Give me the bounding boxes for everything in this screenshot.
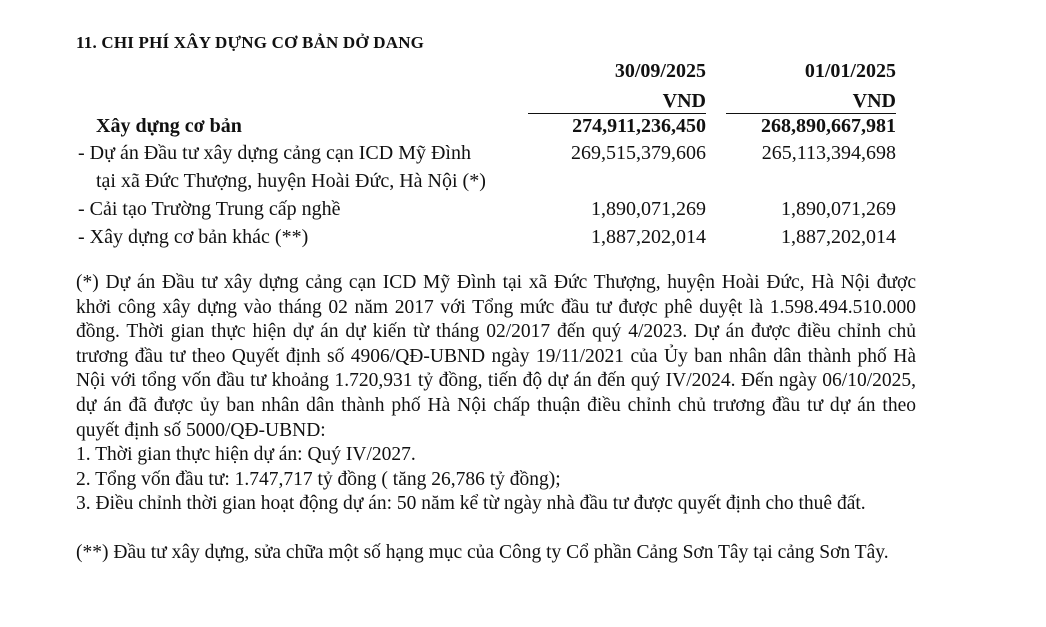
row-label: Xây dựng cơ bản bbox=[96, 115, 242, 137]
table-row-continuation bbox=[0, 170, 1046, 196]
row-label: - Cải tạo Trường Trung cấp nghề bbox=[78, 198, 341, 220]
spacer bbox=[76, 517, 916, 541]
row-value-current: 1,890,071,269 bbox=[591, 198, 706, 220]
footnote-1: (*) Dự án Đầu tư xây dựng cảng cạn ICD Mỹ Đình tại xã Đức Thượng, huyện Hoài Đức, Hà Nội được khởi công xây dựng vào tháng 02 năm 2017 với Tổng mức đầu tư được phê duyệt là 1.598.494.510.000 đồng. Thời gian thực hiện dự án dự kiến từ tháng 02/2017 đến quý 4/2023. Dự án được điều chỉnh chủ trương đầu tư theo Quyết định số 4906/QĐ-UBND ngày 19/11/2021 của Ủy ban nhân dân thành phố Hà Nội với tổng vốn đầu tư khoảng 1.720,931 tỷ đồng, tiến độ dự án đến quý IV/2024. Đến ngày 06/10/2025, dự án đã được ủy ban nhân dân thành phố Hà Nội chấp thuận điều chỉnh chủ trương đầu tư dự án theo quyết định số 5000/QĐ-UBND: bbox=[76, 272, 916, 441]
row-label: - Xây dựng cơ bản khác (**) bbox=[78, 226, 309, 248]
table-row bbox=[0, 226, 1046, 252]
column-unit: VND bbox=[852, 90, 896, 112]
column-rule bbox=[726, 113, 896, 114]
row-value-prior: 268,890,667,981 bbox=[761, 115, 896, 137]
row-value-current: 274,911,236,450 bbox=[572, 115, 706, 137]
column-unit: VND bbox=[662, 90, 706, 112]
row-value-current: 1,887,202,014 bbox=[591, 226, 706, 248]
footnote-list-item: 2. Tổng vốn đầu tư: 1.747,717 tỷ đồng ( tăng 26,786 tỷ đồng); bbox=[76, 468, 561, 490]
row-value-current: 269,515,379,606 bbox=[571, 142, 706, 164]
footnotes bbox=[76, 271, 916, 566]
row-value-prior: 265,113,394,698 bbox=[761, 142, 896, 164]
row-label-continuation: tại xã Đức Thượng, huyện Hoài Đức, Hà Nội (*) bbox=[96, 170, 486, 192]
row-label: - Dự án Đầu tư xây dựng cảng cạn ICD Mỹ Đình bbox=[78, 142, 471, 164]
section-title: 11. CHI PHÍ XÂY DỰNG CƠ BẢN DỞ DANG bbox=[76, 33, 425, 52]
footnote-list-item: 1. Thời gian thực hiện dự án: Quý IV/2027. bbox=[76, 444, 416, 466]
row-value-prior: 1,890,071,269 bbox=[781, 198, 896, 220]
column-rule bbox=[528, 113, 706, 114]
column-date: 30/09/2025 bbox=[614, 60, 706, 82]
row-value-prior: 1,887,202,014 bbox=[781, 226, 896, 248]
footnote-list-item: 3. Điều chỉnh thời gian hoạt động dự án: 50 năm kể từ ngày nhà đầu tư được quyết định cho thuê đất. bbox=[76, 493, 866, 515]
table-row bbox=[0, 198, 1046, 224]
table-row bbox=[0, 142, 1046, 168]
footnote-2: (**) Đầu tư xây dựng, sửa chữa một số hạng mục của Công ty Cổ phần Cảng Sơn Tây tại cảng Sơn Tây. bbox=[76, 541, 889, 563]
table-row-total bbox=[0, 115, 1046, 141]
column-date: 01/01/2025 bbox=[804, 60, 896, 82]
